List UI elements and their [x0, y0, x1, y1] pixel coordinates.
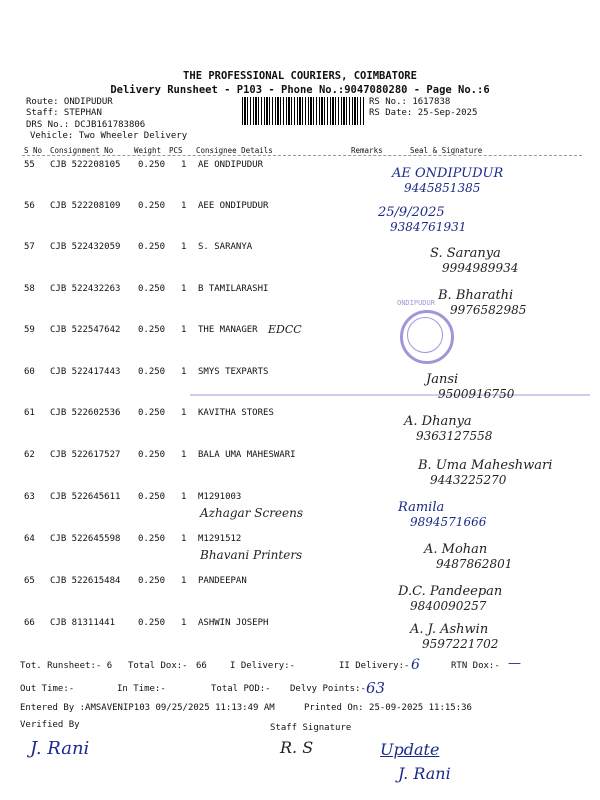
- rtn-dox-hand: —: [508, 656, 521, 671]
- signature-phone: 9994989934: [442, 261, 519, 275]
- stamp-text: ONDIPUDUR: [397, 299, 435, 307]
- total-dox-label: Total Dox:-: [128, 661, 188, 671]
- row-consignment: CJB 81311441: [50, 618, 116, 628]
- vehicle-label: Vehicle: Two Wheeler Delivery: [30, 131, 188, 141]
- row-consignee: THE MANAGER: [198, 325, 258, 335]
- signature-block: [410, 622, 498, 651]
- row-pcs: 1: [181, 242, 187, 252]
- row-sno: 62: [24, 450, 35, 460]
- update-signature: J. Rani: [398, 764, 451, 783]
- update-note: Update: [380, 740, 440, 759]
- row-weight: 0.250: [138, 160, 166, 170]
- signature-name: A. Mohan: [424, 542, 488, 557]
- row-consignment: CJB 522617527: [50, 450, 121, 460]
- row-weight: 0.250: [138, 325, 166, 335]
- row-pcs: 1: [181, 160, 187, 170]
- row-pcs: 1: [181, 492, 187, 502]
- row-sno: 60: [24, 367, 35, 377]
- row-handwritten-note: Bhavani Printers: [200, 548, 303, 562]
- signature-name: A. Dhanya: [404, 414, 472, 429]
- row-pcs: 1: [181, 284, 187, 294]
- row-weight: 0.250: [138, 284, 166, 294]
- row-consignee: PANDEEPAN: [198, 576, 247, 586]
- row-consignee: SMYS TEXPARTS: [198, 367, 269, 377]
- row-consignee: KAVITHA STORES: [198, 408, 274, 418]
- row-weight: 0.250: [138, 618, 166, 628]
- signature-name: D.C. Pandeepan: [398, 584, 503, 599]
- row-pcs: 1: [181, 201, 187, 211]
- ink-smudge-line: [190, 394, 590, 396]
- row-sno: 63: [24, 492, 35, 502]
- row-pcs: 1: [181, 534, 187, 544]
- col-sno: S No: [24, 146, 43, 155]
- row-consignment: CJB 522645598: [50, 534, 121, 544]
- row-weight: 0.250: [138, 576, 166, 586]
- signature-phone: 9443225270: [430, 473, 507, 487]
- row-pcs: 1: [181, 367, 187, 377]
- i-delivery: I Delivery:-: [230, 661, 296, 671]
- runsheet-title: Delivery Runsheet - P103 - Phone No.:9047080280 - Page No.:6: [110, 84, 490, 96]
- total-dox-value: 66: [196, 661, 207, 671]
- delvy-points: Delvy Points:-: [290, 684, 366, 694]
- tot-runsheet: Tot. Runsheet:- 6: [20, 661, 113, 671]
- out-time: Out Time:-: [20, 684, 75, 694]
- row-sno: 55: [24, 160, 35, 170]
- signature-phone: 9894571666: [410, 515, 487, 529]
- signature-block: [418, 458, 552, 487]
- printed-on: Printed On: 25-09-2025 11:15:36: [304, 703, 472, 713]
- row-weight: 0.250: [138, 534, 166, 544]
- signature-block: [392, 166, 503, 195]
- row-consignment: CJB 522417443: [50, 367, 121, 377]
- row-weight: 0.250: [138, 367, 166, 377]
- signature-phone: 9500916750: [438, 387, 515, 401]
- row-consignment: CJB 522602536: [50, 408, 121, 418]
- signature-phone: 9384761931: [390, 220, 467, 234]
- rtn-dox: RTN Dox:-: [451, 661, 500, 671]
- row-weight: 0.250: [138, 492, 166, 502]
- row-consignment: CJB 522208109: [50, 201, 121, 211]
- row-handwritten-note: Azhagar Screens: [200, 506, 304, 520]
- row-sno: 64: [24, 534, 35, 544]
- staff-label: Staff: STEPHAN: [26, 108, 102, 118]
- row-consignee: BALA UMA MAHESWARI: [198, 450, 296, 460]
- col-pcs: PCS: [169, 146, 183, 155]
- signature-block: [398, 500, 486, 529]
- row-consignee: ASHWIN JOSEPH: [198, 618, 269, 628]
- table-row: [0, 201, 600, 221]
- col-weight: Weight: [134, 146, 162, 155]
- row-consignee: M1291003: [198, 492, 242, 502]
- row-sno: 56: [24, 201, 35, 211]
- row-pcs: 1: [181, 576, 187, 586]
- signature-phone: 9976582985: [450, 303, 527, 317]
- signature-name: 25/9/2025: [378, 205, 445, 220]
- signature-name: S. Saranya: [430, 246, 501, 261]
- row-consignment: CJB 522547642: [50, 325, 121, 335]
- delvy-points-hand: 63: [366, 679, 386, 697]
- in-time: In Time:-: [117, 684, 166, 694]
- signature-name: AE ONDIPUDUR: [392, 166, 504, 181]
- row-consignee: B TAMILARASHI: [198, 284, 269, 294]
- signature-name: B. Uma Maheshwari: [418, 458, 553, 473]
- row-consignee: AE ONDIPUDUR: [198, 160, 264, 170]
- signature-name: B. Bharathi: [438, 288, 514, 303]
- row-consignment: CJB 522432263: [50, 284, 121, 294]
- row-consignment: CJB 522432059: [50, 242, 121, 252]
- signature-block: [404, 414, 492, 443]
- row-sno: 65: [24, 576, 35, 586]
- table-row: [0, 576, 600, 596]
- drs-label: DRS No.: DCJB161783806: [26, 120, 146, 130]
- row-consignment: CJB 522208105: [50, 160, 121, 170]
- signature-phone: 9840090257: [410, 599, 487, 613]
- signature-phone: 9597221702: [422, 637, 499, 651]
- row-sno: 58: [24, 284, 35, 294]
- row-sno: 59: [24, 325, 35, 335]
- row-consignment: CJB 522615484: [50, 576, 121, 586]
- seal-stamp: [397, 299, 454, 364]
- rs-no: RS No.: 1617838: [369, 97, 451, 107]
- rs-date: RS Date: 25-Sep-2025: [369, 108, 478, 118]
- row-pcs: 1: [181, 325, 187, 335]
- signature-block: [398, 584, 502, 613]
- signature-phone: 9445851385: [404, 181, 481, 195]
- row-pcs: 1: [181, 618, 187, 628]
- col-seal: Seal & Signature: [410, 146, 483, 155]
- row-handwritten-note: EDCC: [268, 323, 302, 336]
- table-row: [0, 160, 600, 180]
- table-row: [0, 325, 600, 345]
- signature-block: [426, 372, 514, 401]
- row-consignment: CJB 522645611: [50, 492, 121, 502]
- company-title: THE PROFESSIONAL COURIERS, COIMBATORE: [183, 70, 417, 82]
- signature-block: [430, 246, 518, 275]
- row-sno: 66: [24, 618, 35, 628]
- row-weight: 0.250: [138, 242, 166, 252]
- signature-phone: 9363127558: [416, 429, 493, 443]
- total-pod: Total POD:-: [211, 684, 271, 694]
- ii-delivery: II Delivery:-: [339, 661, 410, 671]
- row-consignee: M1291512: [198, 534, 242, 544]
- row-weight: 0.250: [138, 450, 166, 460]
- signature-block: [424, 542, 512, 571]
- row-consignee: AEE ONDIPUDUR: [198, 201, 269, 211]
- signature-block: [438, 288, 526, 317]
- row-sno: 61: [24, 408, 35, 418]
- ii-delivery-hand: 6: [411, 657, 420, 673]
- row-weight: 0.250: [138, 408, 166, 418]
- entered-by: Entered By :AMSAVENIP103 09/25/2025 11:13:49 AM: [20, 703, 275, 713]
- col-remarks: Remarks: [351, 146, 383, 155]
- table-row: [0, 618, 600, 638]
- signature-name: Ramila: [398, 500, 445, 515]
- signature-name: Jansi: [426, 372, 459, 387]
- row-pcs: 1: [181, 408, 187, 418]
- col-consignee: Consignee Details: [196, 146, 273, 155]
- row-consignee: S. SARANYA: [198, 242, 253, 252]
- verified-by: Verified By: [20, 720, 80, 730]
- signature-phone: 9487862801: [436, 557, 513, 571]
- signature-name: A. J. Ashwin: [410, 622, 489, 637]
- verified-signature: J. Rani: [30, 738, 90, 759]
- row-pcs: 1: [181, 450, 187, 460]
- table-row: [0, 492, 600, 520]
- table-row: [0, 408, 600, 428]
- staff-signature-label: Staff Signature: [270, 723, 352, 733]
- col-consignment: Consignment No: [50, 146, 114, 155]
- row-sno: 57: [24, 242, 35, 252]
- staff-signature: R. S: [280, 738, 314, 757]
- header-divider: [22, 155, 582, 156]
- route-label: Route: ONDIPUDUR: [26, 97, 113, 107]
- row-weight: 0.250: [138, 201, 166, 211]
- barcode: [242, 97, 364, 125]
- signature-block: [378, 205, 466, 234]
